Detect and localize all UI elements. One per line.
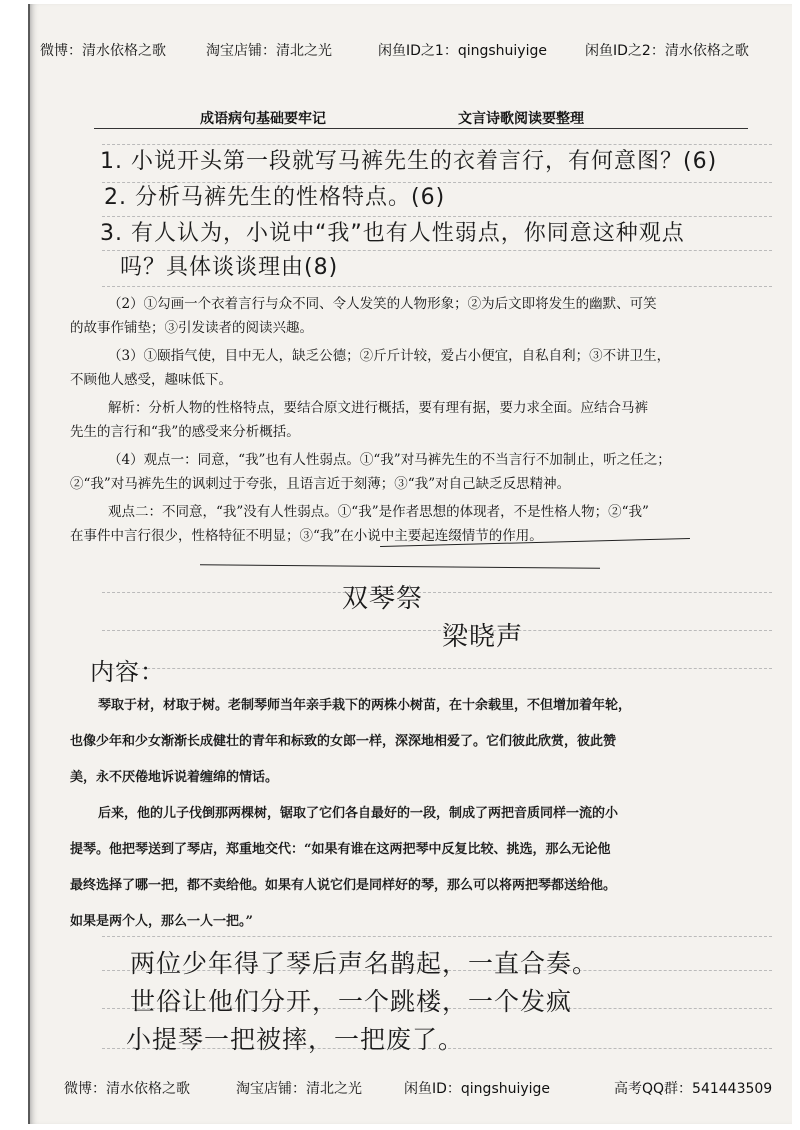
answer-4-line-3: 观点二：不同意，“我”没有人性弱点。①“我”是作者思想的体现者，不是性格人物；②“我” (108, 504, 649, 520)
summary-line-2: 世俗让他们分开，一个跳楼，一个发疯 (130, 987, 573, 1016)
answer-2-line-1: （2）①勾画一个衣着言行与众不同、令人发笑的人物形象；②为后文即将发生的幽默、可笑 (108, 296, 657, 312)
answer-4-line-1: （4）观点一：同意，“我”也有人性弱点。①“我”对马裤先生的不当言行不加制止，听之任之； (108, 452, 671, 468)
answer-3-line-1: （3）①颐指气使，目中无人，缺乏公德；②斤斤计较，爱占小便宜，自私自利；③不讲卫生， (108, 348, 671, 364)
pen-underline-2 (200, 564, 600, 568)
header-xianyu-1: 闲鱼ID之1：qingshuiyige (378, 43, 547, 59)
subheader-right: 文言诗歌阅读要整理 (458, 111, 584, 127)
answers-block (70, 292, 772, 548)
header-rule (94, 128, 748, 129)
essay-title: 双琴祭 (342, 584, 424, 614)
essay-p2-line-2: 提琴。他把琴送到了琴店，郑重地交代：“如果有谁在这两把琴中反复比较、挑选，那么无论他 (70, 842, 611, 857)
content-label: 内容： (90, 658, 165, 686)
answer-4-line-4: 在事件中言行很少，性格特征不明显；③“我”在小说中主要起连缀情节的作用。 (70, 528, 543, 544)
footer-weibo: 微博：清水依格之歌 (64, 1081, 190, 1097)
header-weibo: 微博：清水依格之歌 (40, 43, 166, 59)
answer-3-line-2: 不顾他人感受，趣味低下。 (70, 372, 232, 388)
essay-body (70, 688, 772, 940)
essay-p2-line-1: 后来，他的儿子伐倒那两棵树，锯取了它们各自最好的一段，制成了两把音质同样一流的小 (98, 806, 619, 821)
notebook-page (28, 4, 792, 1124)
footer-taobao: 淘宝店铺：清北之光 (236, 1081, 362, 1097)
summary-line-1: 两位少年得了琴后声名鹊起，一直合奏。 (130, 949, 599, 978)
analysis-line-2: 先生的言行和“我”的感受来分析概括。 (70, 424, 300, 440)
summary-line-3: 小提琴一把被摔，一把废了。 (126, 1025, 465, 1054)
question-1: 1. 小说开头第一段就写马裤先生的衣着言行，有何意图？(6) (100, 149, 718, 174)
header-taobao: 淘宝店铺：清北之光 (206, 43, 332, 59)
footer-xianyu: 闲鱼ID：qingshuiyige (404, 1081, 551, 1097)
essay-p2-line-3: 最终选择了哪一把，都不卖给他。如果有人说它们是同样好的琴，那么可以将两把琴都送给他。 (70, 878, 617, 893)
analysis-line-1: 解析：分析人物的性格特点，要结合原文进行概括，要有理有据，要力求全面。应结合马裤 (108, 400, 648, 416)
essay-p1-line-3: 美，永不厌倦地诉说着缠绵的情话。 (70, 770, 279, 785)
question-3b: 吗？具体谈谈理由(8) (120, 255, 339, 280)
question-3a: 3. 有人认为，小说中“我”也有人性弱点，你同意这种观点 (100, 221, 685, 246)
essay-p1-line-1: 琴取于材，材取于树。老制琴师当年亲手栽下的两株小树苗，在十余载里，不但增加着年轮， (98, 698, 632, 713)
question-2: 2. 分析马裤先生的性格特点。(6) (104, 185, 446, 210)
essay-p1-line-2: 也像少年和少女渐渐长成健壮的青年和标致的女郎一样，深深地相爱了。它们彼此欣赏，彼此赞 (70, 734, 617, 749)
answer-2-line-2: 的故事作铺垫；③引发读者的阅读兴趣。 (70, 320, 313, 336)
answer-4-line-2: ②“我”对马裤先生的讽刺过于夸张，且语言近于刻薄；③“我”对自己缺乏反思精神。 (70, 476, 571, 492)
footer-qq: 高考QQ群：541443509 (614, 1081, 773, 1097)
subheader-left: 成语病句基础要牢记 (200, 111, 326, 127)
header-xianyu-2: 闲鱼ID之2：清水依格之歌 (585, 43, 749, 59)
essay-author: 梁晓声 (442, 622, 524, 652)
essay-p2-line-4: 如果是两个人，那么一人一把。” (70, 914, 253, 929)
